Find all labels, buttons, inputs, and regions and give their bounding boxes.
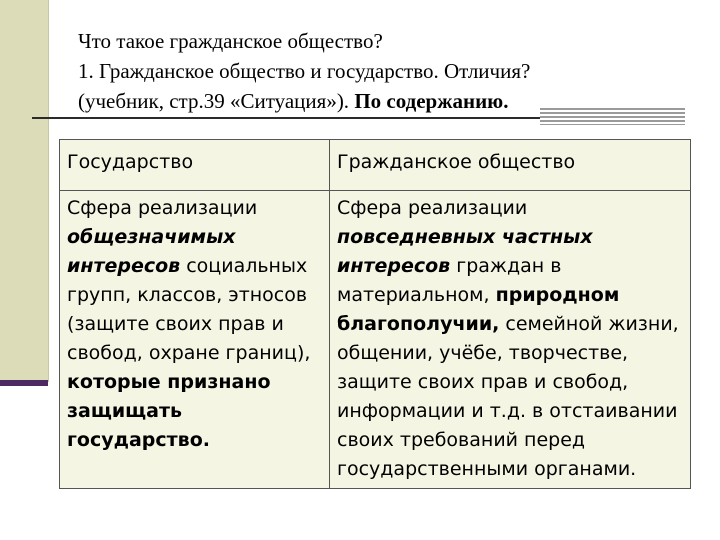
heading-line-2: 1. Гражданское общество и государство. Отличия? <box>78 59 531 83</box>
heading-divider-line <box>32 117 540 119</box>
table-header-row <box>60 140 691 191</box>
hatched-decoration <box>540 108 685 125</box>
civil-text-1: Сфера реализации <box>337 197 528 219</box>
side-decoration-bar <box>0 0 49 382</box>
side-accent-stripe <box>0 380 48 386</box>
header-state: Государство <box>60 140 330 191</box>
state-text-2: социальных групп, классов, этносов (защите своих прав и свобод, охране границ), <box>67 255 311 364</box>
header-civil-society: Гражданское общество <box>330 140 691 191</box>
civil-emphasis-2: природном благополучии, <box>337 284 620 335</box>
heading-line-1: Что такое гражданское общество? <box>78 29 383 53</box>
table-row <box>60 191 691 489</box>
comparison-table <box>59 139 691 489</box>
state-emphasis-2: которые признано защищать государство. <box>67 371 271 451</box>
state-emphasis-1: общезначимых интересов <box>67 226 236 277</box>
civil-text-2: граждан в материальном, <box>337 255 562 306</box>
slide-heading <box>78 26 678 116</box>
cell-state-description <box>60 191 330 489</box>
cell-civil-description <box>330 191 691 489</box>
civil-text-3: семейной жизни, общении, учёбе, творчестве, защите своих прав и свобод, информации и т.д. в отстаивании своих требований перед государственными органами. <box>337 313 679 480</box>
heading-line-3-text: (учебник, стр.39 «Ситуация»). <box>78 89 355 113</box>
state-text-1: Сфера реализации <box>67 197 258 219</box>
heading-line-3-bold: По содержанию. <box>354 89 509 113</box>
civil-emphasis-1: повседневных частных интересов <box>337 226 593 277</box>
